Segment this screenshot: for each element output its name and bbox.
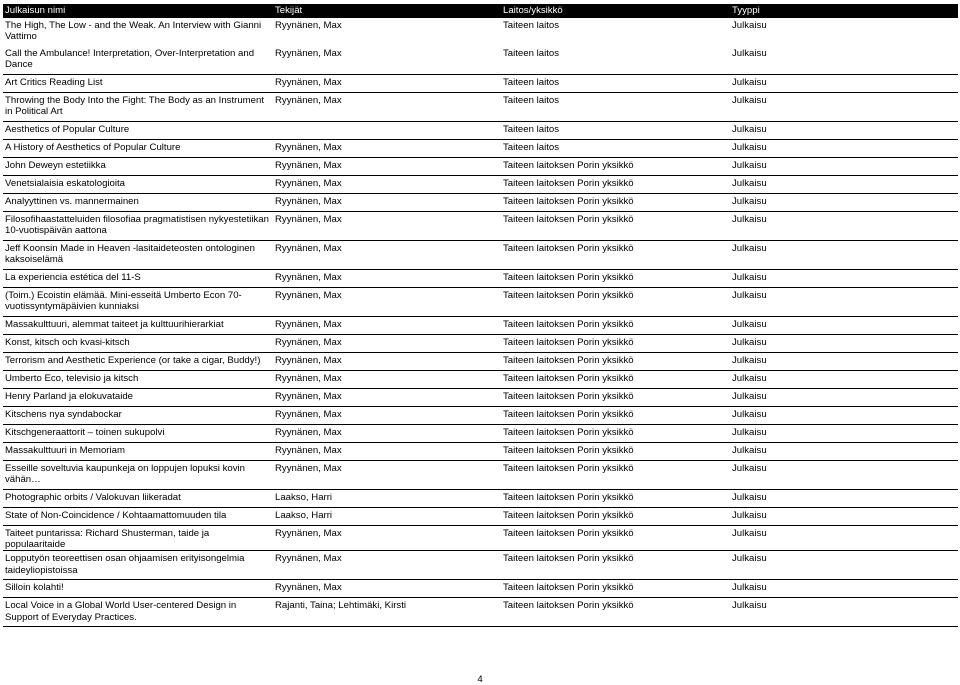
publication-name-cell: Local Voice in a Global World User-centered Design in Support of Everyday Practices. <box>3 598 273 627</box>
type-cell: Julkaisu <box>730 317 958 335</box>
header-type: Tyyppi <box>730 4 958 18</box>
type-cell: Julkaisu <box>730 194 958 212</box>
department-cell: Taiteen laitoksen Porin yksikkö <box>501 425 730 443</box>
header-authors: Tekijät <box>273 4 501 18</box>
department-cell: Taiteen laitos <box>503 20 559 31</box>
type-cell: Julkaisu <box>730 212 958 241</box>
authors-cell: Ryynänen, Max <box>273 443 501 461</box>
publication-name-cell: Venetsialaisia eskatologioita <box>3 176 273 194</box>
department-cell: Taiteen laitoksen Porin yksikkö <box>501 212 730 241</box>
department-cell: Taiteen laitoksen Porin yksikkö <box>501 353 730 371</box>
authors-cell: Ryynänen, Max <box>273 270 501 288</box>
publication-name-cell: Kitschens nya syndabockar <box>3 407 273 425</box>
authors-cell: Ryynänen, Max <box>273 140 501 158</box>
authors-cell: Rajanti, Taina; Lehtimäki, Kirsti <box>273 598 501 627</box>
publication-name-cell: Konst, kitsch och kvasi-kitsch <box>3 335 273 353</box>
publication-name-cell: The High, The Low - and the Weak. An Interview with Gianni Vattimo <box>5 20 262 43</box>
authors-cell: Laakso, Harri <box>273 490 501 508</box>
type-cell: Julkaisu <box>730 551 958 580</box>
department-cell: Taiteen laitoksen Porin yksikkö <box>501 288 730 317</box>
authors-cell: Ryynänen, Max <box>273 335 501 353</box>
table-row <box>3 490 958 508</box>
authors-cell: Ryynänen, Max <box>273 353 501 371</box>
authors-cell: Ryynänen, Max <box>273 407 501 425</box>
authors-cell: Ryynänen, Max <box>273 194 501 212</box>
department-cell: Taiteen laitos <box>501 122 730 140</box>
type-cell: Julkaisu <box>730 46 958 75</box>
publication-name-cell: Taiteet puntarissa: Richard Shusterman, taide ja populaaritaide <box>3 526 273 551</box>
publication-name-cell: Silloin kolahti! <box>3 580 273 598</box>
authors-cell: Ryynänen, Max <box>273 176 501 194</box>
type-cell: Julkaisu <box>730 335 958 353</box>
publication-name-cell: Massakulttuuri, alemmat taiteet ja kulttuurihierarkiat <box>3 317 273 335</box>
authors-cell: Ryynänen, Max <box>273 212 501 241</box>
publication-name-cell: Call the Ambulance! Interpretation, Over-Interpretation and Dance <box>3 46 273 75</box>
department-cell: Taiteen laitos <box>501 46 730 75</box>
table-row <box>3 598 958 627</box>
publication-name-cell: Throwing the Body Into the Fight: The Body as an Instrument in Political Art <box>3 93 273 122</box>
publication-name-cell: State of Non-Coincidence / Kohtaamattomuuden tila <box>3 508 273 526</box>
type-cell: Julkaisu <box>730 425 958 443</box>
table-row <box>3 443 958 461</box>
department-cell: Taiteen laitoksen Porin yksikkö <box>501 194 730 212</box>
authors-cell <box>273 122 501 140</box>
publication-name-cell: Aesthetics of Popular Culture <box>3 122 273 140</box>
table-row <box>3 580 958 598</box>
type-cell: Julkaisu <box>730 122 958 140</box>
department-cell: Taiteen laitoksen Porin yksikkö <box>501 407 730 425</box>
table-row <box>3 18 958 46</box>
table-row <box>3 46 958 75</box>
type-cell: Julkaisu <box>730 75 958 93</box>
type-cell: Julkaisu <box>730 371 958 389</box>
type-cell: Julkaisu <box>730 176 958 194</box>
authors-cell: Ryynänen, Max <box>273 317 501 335</box>
table-row <box>3 407 958 425</box>
table-row <box>3 425 958 443</box>
department-cell: Taiteen laitoksen Porin yksikkö <box>501 598 730 627</box>
table-row <box>3 389 958 407</box>
department-cell: Taiteen laitoksen Porin yksikkö <box>501 490 730 508</box>
publication-name-cell: Esseille soveltuvia kaupunkeja on loppujen lopuksi kovin vähän… <box>3 461 273 490</box>
department-cell: Taiteen laitos <box>501 93 730 122</box>
publications-sheet <box>3 4 958 627</box>
authors-cell: Ryynänen, Max <box>273 389 501 407</box>
table-body <box>3 18 958 627</box>
header-department: Laitos/yksikkö <box>501 4 730 18</box>
table-row <box>3 140 958 158</box>
type-cell: Julkaisu <box>730 490 958 508</box>
department-cell: Taiteen laitoksen Porin yksikkö <box>501 270 730 288</box>
type-cell: Julkaisu <box>730 443 958 461</box>
table-row <box>3 212 958 241</box>
department-cell: Taiteen laitoksen Porin yksikkö <box>501 551 730 580</box>
type-cell: Julkaisu <box>730 93 958 122</box>
department-cell: Taiteen laitos <box>501 140 730 158</box>
type-cell: Julkaisu <box>730 461 958 490</box>
department-cell: Taiteen laitoksen Porin yksikkö <box>501 176 730 194</box>
table-row <box>3 335 958 353</box>
department-cell: Taiteen laitoksen Porin yksikkö <box>501 335 730 353</box>
type-cell: Julkaisu <box>730 158 958 176</box>
type-cell: Julkaisu <box>730 140 958 158</box>
department-cell: Taiteen laitoksen Porin yksikkö <box>501 389 730 407</box>
type-cell: Julkaisu <box>730 526 958 551</box>
authors-cell: Ryynänen, Max <box>273 461 501 490</box>
authors-cell: Ryynänen, Max <box>275 20 342 31</box>
authors-cell: Ryynänen, Max <box>273 93 501 122</box>
publication-name-cell: Massakulttuuri in Memoriam <box>3 443 273 461</box>
publication-name-cell: A History of Aesthetics of Popular Culture <box>3 140 273 158</box>
authors-cell: Ryynänen, Max <box>273 46 501 75</box>
department-cell: Taiteen laitoksen Porin yksikkö <box>501 443 730 461</box>
authors-cell: Ryynänen, Max <box>273 425 501 443</box>
department-cell: Taiteen laitoksen Porin yksikkö <box>501 526 730 551</box>
department-cell: Taiteen laitoksen Porin yksikkö <box>501 158 730 176</box>
authors-cell: Ryynänen, Max <box>273 241 501 270</box>
authors-cell: Laakso, Harri <box>273 508 501 526</box>
publication-name-cell: Kitschgeneraattorit – toinen sukupolvi <box>3 425 273 443</box>
publication-name-cell: La experiencia estética del 11-S <box>3 270 273 288</box>
publication-name-cell: Jeff Koonsin Made in Heaven -lasitaideteosten ontologinen kaksoiselämä <box>3 241 273 270</box>
authors-cell: Ryynänen, Max <box>273 580 501 598</box>
table-row <box>3 122 958 140</box>
type-cell: Julkaisu <box>730 353 958 371</box>
publication-name-cell: Filosofihaastatteluiden filosofiaa pragmatistisen nykyestetiikan 10-vuotispäivän aattona <box>3 212 273 241</box>
department-cell: Taiteen laitoksen Porin yksikkö <box>501 371 730 389</box>
department-cell: Taiteen laitos <box>501 75 730 93</box>
publication-name-cell: Henry Parland ja elokuvataide <box>3 389 273 407</box>
type-cell: Julkaisu <box>730 241 958 270</box>
department-cell: Taiteen laitoksen Porin yksikkö <box>501 461 730 490</box>
table-row <box>3 353 958 371</box>
publication-name-cell: Art Critics Reading List <box>3 75 273 93</box>
type-cell: Julkaisu <box>730 270 958 288</box>
type-cell: Julkaisu <box>730 389 958 407</box>
table-row <box>3 526 958 551</box>
header-publication-name: Julkaisun nimi <box>3 4 273 18</box>
table-row <box>3 158 958 176</box>
publication-name-cell: Photographic orbits / Valokuvan liikeradat <box>3 490 273 508</box>
type-cell: Julkaisu <box>730 288 958 317</box>
table-row <box>3 288 958 317</box>
publication-name-cell: Analyyttinen vs. mannermainen <box>3 194 273 212</box>
authors-cell: Ryynänen, Max <box>273 288 501 317</box>
authors-cell: Ryynänen, Max <box>273 75 501 93</box>
table-row <box>3 508 958 526</box>
department-cell: Taiteen laitoksen Porin yksikkö <box>501 580 730 598</box>
header-row <box>3 4 958 18</box>
publication-name-cell: Lopputyön teoreettisen osan ohjaamisen erityisongelmia taideyliopistoissa <box>3 551 273 580</box>
department-cell: Taiteen laitoksen Porin yksikkö <box>501 508 730 526</box>
type-cell: Julkaisu <box>730 580 958 598</box>
table-row <box>3 194 958 212</box>
table-row <box>3 270 958 288</box>
department-cell: Taiteen laitoksen Porin yksikkö <box>501 241 730 270</box>
publication-name-cell: Umberto Eco, televisio ja kitsch <box>3 371 273 389</box>
type-cell: Julkaisu <box>732 20 767 31</box>
department-cell: Taiteen laitoksen Porin yksikkö <box>501 317 730 335</box>
type-cell: Julkaisu <box>730 598 958 627</box>
type-cell: Julkaisu <box>730 508 958 526</box>
publications-table <box>3 4 958 627</box>
type-cell: Julkaisu <box>730 407 958 425</box>
table-row <box>3 461 958 490</box>
authors-cell: Ryynänen, Max <box>273 551 501 580</box>
table-row <box>3 551 958 580</box>
table-row <box>3 241 958 270</box>
table-row <box>3 75 958 93</box>
authors-cell: Ryynänen, Max <box>273 158 501 176</box>
table-row <box>3 93 958 122</box>
publication-name-cell: (Toim.) Ecoistin elämää. Mini-esseitä Umberto Econ 70-vuotissyntymäpäivien kunniaksi <box>3 288 273 317</box>
table-row <box>3 317 958 335</box>
page-number: 4 <box>477 674 483 685</box>
authors-cell: Ryynänen, Max <box>273 371 501 389</box>
publication-name-cell: John Deweyn estetiikka <box>3 158 273 176</box>
authors-cell: Ryynänen, Max <box>273 526 501 551</box>
table-row <box>3 371 958 389</box>
publication-name-cell: Terrorism and Aesthetic Experience (or take a cigar, Buddy!) <box>3 353 273 371</box>
table-row <box>3 176 958 194</box>
